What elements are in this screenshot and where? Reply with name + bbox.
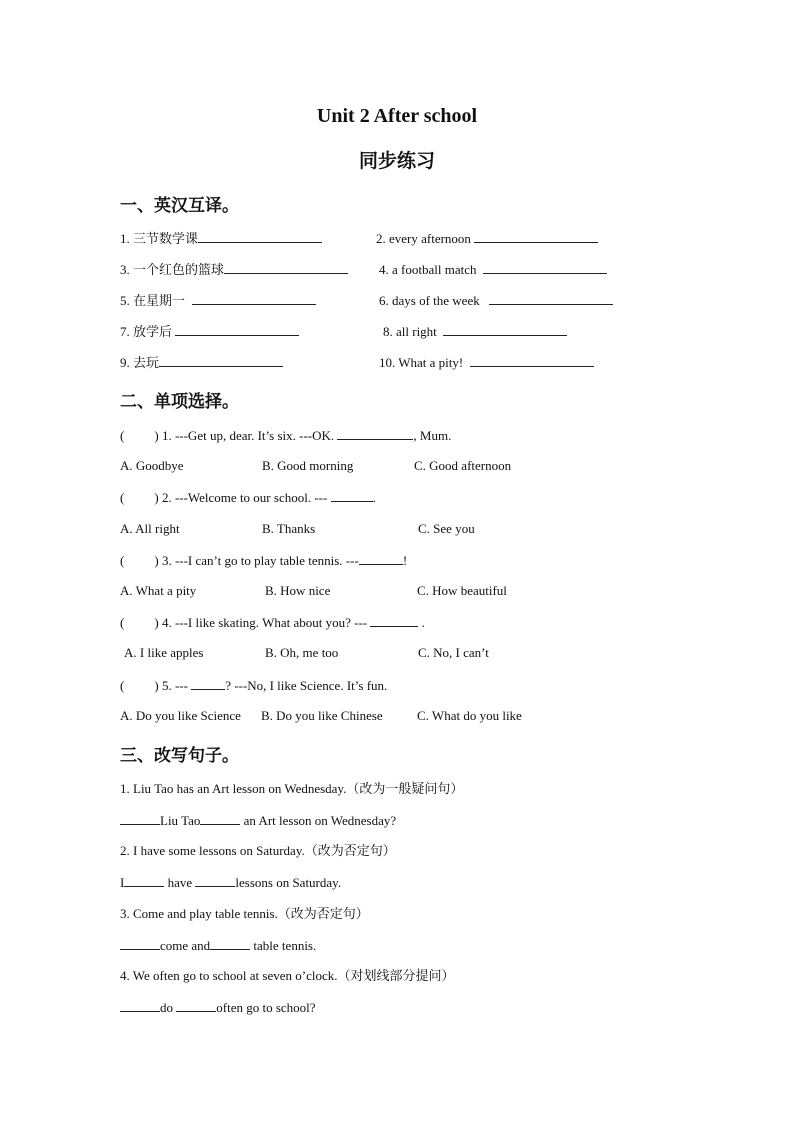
answer-blank[interactable] xyxy=(175,323,299,336)
translation-item: 6. days of the week xyxy=(379,292,613,309)
answer-blank[interactable] xyxy=(191,677,225,690)
answer-blank[interactable] xyxy=(359,552,403,565)
answer-blank[interactable] xyxy=(120,937,160,950)
option-b[interactable]: B. Good morning xyxy=(262,458,354,473)
answer-blank[interactable] xyxy=(195,874,235,887)
answer-blank[interactable] xyxy=(224,261,348,274)
answer-blank[interactable] xyxy=(474,230,598,243)
translation-item: 5. 在星期一 xyxy=(120,292,316,309)
answer-blank[interactable] xyxy=(192,292,316,305)
answer-blank[interactable] xyxy=(198,230,322,243)
section-heading-translation: 一、英汉互译。 xyxy=(120,196,239,216)
answer-blank[interactable] xyxy=(159,354,283,367)
answer-blank[interactable] xyxy=(120,812,160,825)
translation-item: 4. a football match xyxy=(379,261,607,278)
question-stem: ( ) 2. ---Welcome to our school. --- . xyxy=(120,490,376,505)
question-stem: ( ) 3. ---I can’t go to play table tennis. --- ! xyxy=(120,553,408,568)
answer-blank[interactable] xyxy=(483,261,607,274)
answer-blank[interactable] xyxy=(176,999,216,1012)
question-stem: ( ) 5. --- ? ---No, I like Science. It’s fun. xyxy=(120,678,388,693)
translation-item: 8. all right xyxy=(383,323,567,340)
page-title: Unit 2 After school xyxy=(316,105,478,127)
answer-blank[interactable] xyxy=(337,427,413,440)
answer-blank[interactable] xyxy=(124,874,164,887)
answer-blank[interactable] xyxy=(443,323,567,336)
answer-blank[interactable] xyxy=(331,489,373,502)
option-b[interactable]: B. Oh, me too xyxy=(265,645,339,660)
option-c[interactable]: C. How beautiful xyxy=(417,583,507,598)
rewrite-answer-line: Liu Tao an Art lesson on Wednesday? xyxy=(120,812,396,829)
translation-item: 10. What a pity! xyxy=(379,354,594,371)
question-stem: ( ) 1. ---Get up, dear. It’s six. ---OK. , Mum. xyxy=(120,428,452,443)
rewrite-sentence: 4. We often go to school at seven o’clock.（对划线部分提问） xyxy=(120,968,455,983)
option-a[interactable]: A. All right xyxy=(120,521,180,536)
option-c[interactable]: C. Good afternoon xyxy=(414,458,512,473)
translation-item: 2. every afternoon xyxy=(376,230,598,247)
rewrite-sentence: 2. I have some lessons on Saturday.（改为否定句） xyxy=(120,843,396,858)
option-a[interactable]: A. What a pity xyxy=(120,583,197,598)
answer-blank[interactable] xyxy=(370,614,418,627)
option-c[interactable]: C. What do you like xyxy=(417,708,522,723)
rewrite-answer-line: I have lessons on Saturday. xyxy=(120,875,342,890)
section-heading-choice: 二、单项选择。 xyxy=(120,392,239,412)
option-b[interactable]: B. Thanks xyxy=(262,521,316,536)
option-a[interactable]: A. Do you like Science xyxy=(120,708,241,723)
page-subtitle: 同步练习 xyxy=(358,151,435,172)
option-b[interactable]: B. Do you like Chinese xyxy=(261,708,383,723)
rewrite-sentence: 1. Liu Tao has an Art lesson on Wednesday.（改为一般疑问句） xyxy=(120,781,464,796)
answer-blank[interactable] xyxy=(470,354,594,367)
answer-blank[interactable] xyxy=(489,292,613,305)
option-c[interactable]: C. No, I can’t xyxy=(418,645,489,660)
translation-item: 9. 去玩 xyxy=(120,354,283,371)
option-b[interactable]: B. How nice xyxy=(265,583,331,598)
translation-item: 7. 放学后 xyxy=(120,323,299,340)
section-heading-rewrite: 三、改写句子。 xyxy=(120,746,239,766)
option-c[interactable]: C. See you xyxy=(418,521,475,536)
answer-blank[interactable] xyxy=(120,999,160,1012)
question-stem: ( ) 4. ---I like skating. What about you? --- . xyxy=(120,615,425,630)
rewrite-answer-line: come and table tennis. xyxy=(120,937,316,954)
answer-blank[interactable] xyxy=(210,937,250,950)
option-a[interactable]: A. I like apples xyxy=(124,645,204,660)
rewrite-answer-line: do often go to school? xyxy=(120,999,316,1016)
option-a[interactable]: A. Goodbye xyxy=(120,458,184,473)
translation-item: 3. 一个红色的篮球 xyxy=(120,261,348,278)
answer-blank[interactable] xyxy=(200,812,240,825)
rewrite-sentence: 3. Come and play table tennis.（改为否定句） xyxy=(120,906,369,921)
translation-item: 1. 三节数学课 xyxy=(120,230,322,247)
